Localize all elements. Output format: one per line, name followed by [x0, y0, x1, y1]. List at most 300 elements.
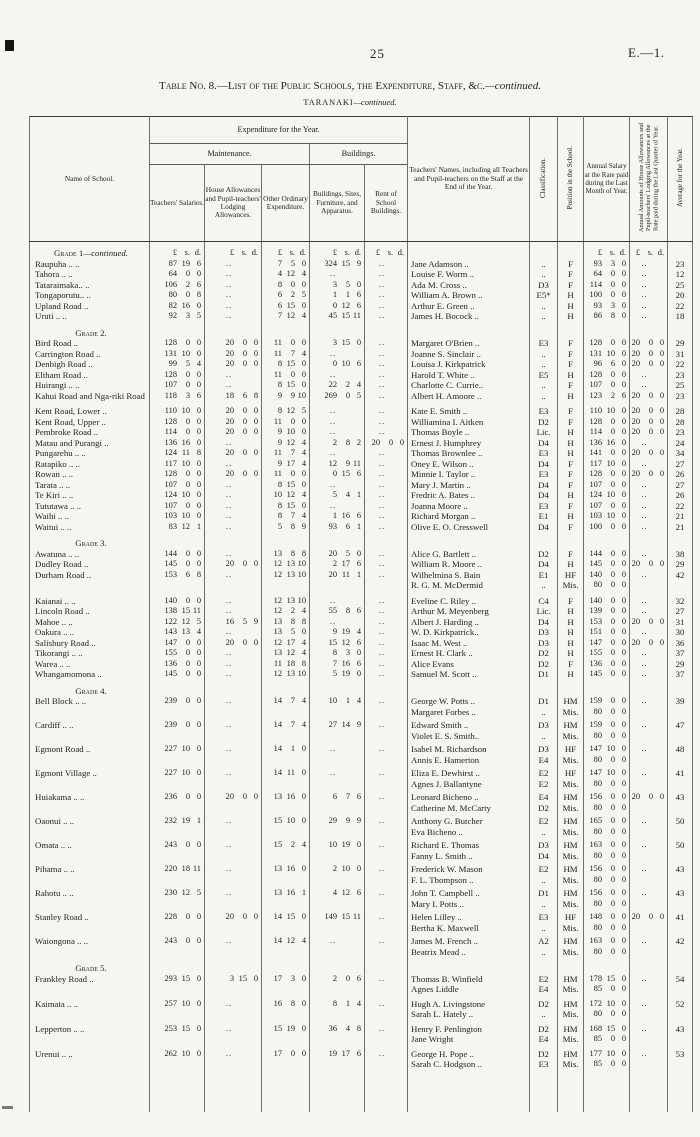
school-row: [30, 522, 693, 533]
house-allowance-cell: 3 15 0: [205, 974, 262, 985]
classification-cell: E3: [530, 469, 558, 480]
allowance-cell: [630, 827, 668, 838]
average-cell: 18: [668, 311, 693, 322]
school-name-cell: [30, 851, 150, 862]
allowance-cell: [630, 707, 668, 718]
school-row: [30, 669, 693, 680]
allowance-cell: 20 0 0: [630, 909, 668, 923]
average-cell: [668, 532, 693, 549]
col-header-teachers-salaries: Teachers' Salaries.: [150, 165, 205, 242]
teacher-name-cell: Beatrix Mead ..: [408, 947, 530, 958]
rent-cell: ..: [365, 427, 408, 438]
teacher-name-cell: Louise F. Worm ..: [408, 269, 530, 280]
filler-cell: [558, 1070, 584, 1112]
salary-cell: 114 0 0: [584, 280, 630, 291]
salaries-cell: [150, 851, 205, 862]
rent-cell: ..: [365, 401, 408, 417]
rent-cell: ..: [365, 501, 408, 512]
teacher-name-cell: Samuel M. Scott ..: [408, 669, 530, 680]
school-name-cell: Egmont Road ..: [30, 741, 150, 755]
average-cell: 24: [668, 438, 693, 449]
teacher-name-cell: Agnes J. Ballantyne: [408, 779, 530, 790]
house-allowance-cell: ..: [205, 1020, 262, 1035]
salary-cell: 136 0 0: [584, 659, 630, 670]
other-expenditure-cell: 9 10 0: [262, 427, 310, 438]
buildings-cell: 19 17 6: [310, 1045, 365, 1060]
position-cell: H: [558, 648, 584, 659]
average-cell: 37: [668, 669, 693, 680]
school-name-cell: Frankley Road ..: [30, 974, 150, 985]
currency-header-cell: [150, 957, 205, 974]
teacher-name-cell: Sarah L. Hately ..: [408, 1009, 530, 1020]
allowance-cell: ..: [630, 301, 668, 312]
other-expenditure-cell: 14 11 0: [262, 765, 310, 779]
position-cell: HM: [558, 995, 584, 1010]
average-cell: 42: [668, 933, 693, 947]
school-row: [30, 813, 693, 827]
currency-header-cell: [262, 322, 310, 339]
classification-cell: E4: [530, 789, 558, 803]
school-name-cell: [30, 731, 150, 742]
salaries-cell: 83 12 1: [150, 522, 205, 533]
teacher-name-cell: Isaac M. West ..: [408, 638, 530, 649]
salaries-cell: [150, 779, 205, 790]
allowance-cell: 20 0 0: [630, 617, 668, 628]
teacher-name-cell: Violet E. S. Smith..: [408, 731, 530, 742]
salary-cell: 100 0 0: [584, 290, 630, 301]
other-expenditure-cell: 5 8 9: [262, 522, 310, 533]
other-expenditure-cell: 14 7 4: [262, 717, 310, 731]
other-expenditure-cell: 8 7 4: [262, 511, 310, 522]
position-cell: H: [558, 448, 584, 459]
rent-cell: ..: [365, 448, 408, 459]
house-allowance-cell: ..: [205, 259, 262, 270]
buildings-cell: 20 11 1: [310, 570, 365, 581]
allowance-cell: ..: [630, 370, 668, 381]
allowance-currency-header-cell: [630, 957, 668, 974]
house-allowance-cell: 20 0 0: [205, 638, 262, 649]
house-allowance-cell: ..: [205, 490, 262, 501]
teacher-continuation-row: [30, 707, 693, 718]
allowance-cell: ..: [630, 1045, 668, 1060]
allowance-cell: ..: [630, 490, 668, 501]
other-expenditure-cell: [262, 947, 310, 958]
rent-cell: ..: [365, 490, 408, 501]
classification-cell: E3: [530, 338, 558, 349]
col-header-teachers-names: Teachers' Names, including all Teachers and Pupil-teachers on the Staff at the End of the Year.: [408, 117, 530, 242]
teacher-name-cell: [408, 680, 530, 697]
house-allowance-cell: 20 0 0: [205, 349, 262, 360]
teacher-continuation-row: [30, 731, 693, 742]
average-cell: 23: [668, 427, 693, 438]
rent-cell: ..: [365, 338, 408, 349]
rent-cell: ..: [365, 606, 408, 617]
allowance-cell: [630, 1009, 668, 1020]
classification-cell: E5: [530, 370, 558, 381]
filler-cell: [408, 1070, 530, 1112]
currency-header-cell: £ s. d.: [262, 242, 310, 259]
average-cell: 22: [668, 301, 693, 312]
average-cell: [668, 580, 693, 591]
average-cell: 42: [668, 570, 693, 581]
col-header-annual-salary: Annual Salary at the Rate paid during the Last Month of Year.: [584, 117, 630, 242]
average-cell: [668, 957, 693, 974]
salary-cell: 124 10 0: [584, 490, 630, 501]
average-cell: [668, 1009, 693, 1020]
teacher-name-cell: Leonard Bicheno ..: [408, 789, 530, 803]
buildings-cell: 324 15 9: [310, 259, 365, 270]
other-expenditure-cell: [262, 1009, 310, 1020]
document-code: E.—1.: [628, 45, 665, 60]
buildings-cell: 22 2 4: [310, 380, 365, 391]
teacher-name-cell: Eliza E. Dewhirst ..: [408, 765, 530, 779]
allowance-cell: 20 0 0: [630, 448, 668, 459]
buildings-cell: ..: [310, 417, 365, 428]
rent-cell: ..: [365, 349, 408, 360]
school-row: [30, 490, 693, 501]
position-cell: H: [558, 617, 584, 628]
other-expenditure-cell: 12 13 10: [262, 559, 310, 570]
school-name-cell: Tongaporutu.. ..: [30, 290, 150, 301]
house-allowance-cell: ..: [205, 933, 262, 947]
allowance-cell: ..: [630, 861, 668, 875]
allowance-cell: 20 0 0: [630, 417, 668, 428]
allowance-cell: ..: [630, 974, 668, 985]
schools-table: [29, 116, 693, 1112]
salaries-cell: 107 0 0: [150, 480, 205, 491]
salaries-cell: 99 5 4: [150, 359, 205, 370]
currency-header-cell: [262, 957, 310, 974]
rent-cell: ..: [365, 290, 408, 301]
salaries-cell: 153 6 8: [150, 570, 205, 581]
section-label: Grade 4.: [30, 680, 150, 697]
school-name-cell: Mahoe .. ..: [30, 617, 150, 628]
buildings-cell: 4 12 6: [310, 885, 365, 899]
currency-header-cell: £ s. d.: [205, 242, 262, 259]
allowance-cell: ..: [630, 741, 668, 755]
average-cell: [668, 875, 693, 886]
other-expenditure-cell: 12 13 10: [262, 570, 310, 581]
region-continued: —continued.: [353, 97, 397, 107]
other-expenditure-cell: 6 15 0: [262, 301, 310, 312]
other-expenditure-cell: 14 12 4: [262, 933, 310, 947]
salary-cell: 128 0 0: [584, 469, 630, 480]
teacher-continuation-row: [30, 851, 693, 862]
teacher-continuation-row: [30, 1009, 693, 1020]
teacher-name-cell: Henry F. Penlington: [408, 1020, 530, 1035]
rent-cell: ..: [365, 469, 408, 480]
other-expenditure-cell: 17 0 0: [262, 1045, 310, 1060]
classification-cell: E3: [530, 448, 558, 459]
position-cell: HM: [558, 837, 584, 851]
school-row: [30, 696, 693, 707]
school-row: [30, 448, 693, 459]
rent-cell: ..: [365, 559, 408, 570]
school-row: [30, 549, 693, 560]
house-allowance-cell: [205, 947, 262, 958]
house-allowance-cell: [205, 779, 262, 790]
other-expenditure-cell: 9 9 10: [262, 391, 310, 402]
buildings-cell: [310, 1059, 365, 1070]
salaries-cell: 128 0 0: [150, 417, 205, 428]
teacher-name-cell: Annis E. Hamerton: [408, 755, 530, 766]
section-label-row: [30, 242, 693, 259]
rent-cell: ..: [365, 837, 408, 851]
salary-cell: 145 0 0: [584, 559, 630, 570]
rent-cell: ..: [365, 765, 408, 779]
average-cell: 30: [668, 627, 693, 638]
classification-cell: D3: [530, 741, 558, 755]
salary-cell: 139 0 0: [584, 606, 630, 617]
classification-cell: D2: [530, 803, 558, 814]
house-allowance-cell: ..: [205, 627, 262, 638]
average-cell: [668, 779, 693, 790]
school-row: [30, 933, 693, 947]
teacher-name-cell: Catherine M. McCarty: [408, 803, 530, 814]
allowance-cell: ..: [630, 280, 668, 291]
allowance-cell: ..: [630, 459, 668, 470]
position-cell: Mis.: [558, 875, 584, 886]
school-row: [30, 280, 693, 291]
currency-header-cell: [262, 532, 310, 549]
buildings-cell: [310, 827, 365, 838]
position-cell: F: [558, 469, 584, 480]
currency-header-cell: [365, 322, 408, 339]
buildings-cell: ..: [310, 741, 365, 755]
salary-cell: 159 0 0: [584, 717, 630, 731]
classification-cell: D3: [530, 717, 558, 731]
house-allowance-cell: ..: [205, 669, 262, 680]
salaries-cell: 106 2 6: [150, 280, 205, 291]
salaries-cell: 293 15 0: [150, 974, 205, 985]
position-cell: H: [558, 606, 584, 617]
classification-cell: D1: [530, 696, 558, 707]
rent-cell: [365, 1059, 408, 1070]
salaries-cell: 243 0 0: [150, 933, 205, 947]
average-cell: 31: [668, 617, 693, 628]
allowance-cell: ..: [630, 648, 668, 659]
other-expenditure-cell: 14 15 0: [262, 909, 310, 923]
salaries-cell: 147 0 0: [150, 638, 205, 649]
position-cell: [558, 532, 584, 549]
house-allowance-cell: ..: [205, 301, 262, 312]
school-name-cell: Denbigh Road ..: [30, 359, 150, 370]
classification-cell: D2: [530, 417, 558, 428]
average-cell: [668, 242, 693, 259]
position-cell: F: [558, 459, 584, 470]
teacher-name-cell: Mary I. Potts ..: [408, 899, 530, 910]
position-cell: HF: [558, 765, 584, 779]
currency-header-cell: [262, 680, 310, 697]
salaries-cell: 103 10 0: [150, 511, 205, 522]
school-name-cell: Kaimata .. ..: [30, 995, 150, 1010]
col-header-allowances: [630, 117, 668, 242]
teacher-name-cell: Frederick W. Mason: [408, 861, 530, 875]
school-row: [30, 438, 693, 449]
scan-artifact: [2, 1106, 13, 1109]
school-row: [30, 501, 693, 512]
rent-cell: ..: [365, 861, 408, 875]
salaries-cell: [150, 899, 205, 910]
buildings-cell: ..: [310, 591, 365, 607]
buildings-cell: ..: [310, 765, 365, 779]
buildings-cell: ..: [310, 401, 365, 417]
house-allowance-cell: ..: [205, 741, 262, 755]
allowance-cell: ..: [630, 717, 668, 731]
average-cell: 54: [668, 974, 693, 985]
school-row: [30, 861, 693, 875]
average-cell: 23: [668, 370, 693, 381]
currency-header-cell: [365, 680, 408, 697]
table-body: [30, 242, 693, 1112]
other-expenditure-cell: 10 12 4: [262, 490, 310, 501]
salaries-cell: 82 16 0: [150, 301, 205, 312]
school-name-cell: [30, 984, 150, 995]
allowance-cell: ..: [630, 995, 668, 1010]
salary-cell: 100 0 0: [584, 522, 630, 533]
col-header-average: [668, 117, 693, 242]
rent-cell: [365, 827, 408, 838]
classification-cell: E3: [530, 501, 558, 512]
teacher-name-cell: Minnie I. Taylor ..: [408, 469, 530, 480]
teacher-name-cell: Fredric A. Bates ..: [408, 490, 530, 501]
house-allowance-cell: ..: [205, 380, 262, 391]
teacher-name-cell: Kate E. Smith ..: [408, 401, 530, 417]
salary-cell: 136 16 0: [584, 438, 630, 449]
buildings-cell: ..: [310, 427, 365, 438]
salaries-cell: 228 0 0: [150, 909, 205, 923]
classification-cell: [530, 957, 558, 974]
position-cell: H: [558, 290, 584, 301]
buildings-cell: 0 10 6: [310, 359, 365, 370]
classification-cell: D3: [530, 638, 558, 649]
salary-cell: 107 0 0: [584, 501, 630, 512]
allowance-cell: [630, 923, 668, 934]
allowance-cell: 20 0 0: [630, 559, 668, 570]
teacher-name-cell: Albert J. Harding ..: [408, 617, 530, 628]
allowance-cell: ..: [630, 627, 668, 638]
average-cell: 29: [668, 338, 693, 349]
school-name-cell: Huiakama .. ..: [30, 789, 150, 803]
school-row: [30, 427, 693, 438]
position-cell: [558, 322, 584, 339]
rent-cell: ..: [365, 370, 408, 381]
house-allowance-cell: ..: [205, 591, 262, 607]
classification-cell: D2: [530, 659, 558, 670]
buildings-cell: 27 14 9: [310, 717, 365, 731]
teacher-name-cell: Alice Evans: [408, 659, 530, 670]
teacher-name-cell: Richard Morgan ..: [408, 511, 530, 522]
salaries-cell: 243 0 0: [150, 837, 205, 851]
salaries-cell: 118 3 6: [150, 391, 205, 402]
buildings-cell: 149 15 11: [310, 909, 365, 923]
teacher-name-cell: Alice G. Bartlett ..: [408, 549, 530, 560]
buildings-cell: 55 8 6: [310, 606, 365, 617]
salaries-cell: 257 10 0: [150, 995, 205, 1010]
other-expenditure-cell: [262, 755, 310, 766]
school-row: [30, 311, 693, 322]
salary-cell: 123 2 6: [584, 391, 630, 402]
rent-cell: ..: [365, 259, 408, 270]
classification-cell: ..: [530, 899, 558, 910]
currency-header-cell: [205, 322, 262, 339]
average-cell: 25: [668, 280, 693, 291]
house-allowance-cell: ..: [205, 861, 262, 875]
buildings-cell: 3 15 0: [310, 338, 365, 349]
school-row: [30, 617, 693, 628]
filler-cell: [262, 1070, 310, 1112]
school-row: [30, 391, 693, 402]
position-cell: HF: [558, 909, 584, 923]
teacher-name-cell: George W. Potts ..: [408, 696, 530, 707]
rent-cell: ..: [365, 269, 408, 280]
currency-header-cell: [310, 680, 365, 697]
classification-cell: E3: [530, 401, 558, 417]
average-cell: 43: [668, 1020, 693, 1035]
filler-cell: [584, 1070, 630, 1112]
rent-cell: ..: [365, 648, 408, 659]
classification-cell: ..: [530, 947, 558, 958]
teacher-name-cell: Eveline C. Riley ..: [408, 591, 530, 607]
teacher-name-cell: Eva Bicheno ..: [408, 827, 530, 838]
classification-cell: ..: [530, 349, 558, 360]
rent-cell: ..: [365, 617, 408, 628]
allowance-currency-header-cell: [630, 322, 668, 339]
buildings-cell: [310, 1034, 365, 1045]
teacher-name-cell: [408, 322, 530, 339]
average-cell: 12: [668, 269, 693, 280]
empty-filler-row: [30, 1070, 693, 1112]
allowance-cell: [630, 755, 668, 766]
currency-header-cell: [150, 680, 205, 697]
average-cell: 43: [668, 789, 693, 803]
other-expenditure-cell: [262, 1034, 310, 1045]
rent-cell: ..: [365, 789, 408, 803]
classification-cell: D2: [530, 549, 558, 560]
school-name-cell: Lepperton .. ..: [30, 1020, 150, 1035]
allowance-cell: ..: [630, 1020, 668, 1035]
house-allowance-cell: [205, 851, 262, 862]
classification-cell: E4: [530, 755, 558, 766]
house-allowance-cell: [205, 1059, 262, 1070]
average-cell: 43: [668, 885, 693, 899]
teacher-name-cell: Ada M. Cross ..: [408, 280, 530, 291]
classification-cell: E3: [530, 909, 558, 923]
teacher-name-cell: Margaret O'Brien ..: [408, 338, 530, 349]
allowance-cell: ..: [630, 765, 668, 779]
classification-cell: E2: [530, 974, 558, 985]
salary-cell: 80 0 0: [584, 923, 630, 934]
position-cell: HM: [558, 861, 584, 875]
position-cell: F: [558, 549, 584, 560]
rent-cell: [365, 755, 408, 766]
average-cell: 23: [668, 259, 693, 270]
buildings-cell: [310, 707, 365, 718]
buildings-cell: [310, 984, 365, 995]
allowance-cell: ..: [630, 606, 668, 617]
col-header-classification: [530, 117, 558, 242]
classification-cell: D3: [530, 280, 558, 291]
classification-cell: Lic.: [530, 427, 558, 438]
allowance-cell: ..: [630, 570, 668, 581]
other-expenditure-cell: 13 16 0: [262, 861, 310, 875]
salaries-cell: 138 15 11: [150, 606, 205, 617]
teacher-name-cell: James H. Bocock ..: [408, 311, 530, 322]
school-name-cell: [30, 899, 150, 910]
house-allowance-cell: ..: [205, 311, 262, 322]
allowance-currency-header-cell: [630, 532, 668, 549]
school-name-cell: Waitui .. ..: [30, 522, 150, 533]
